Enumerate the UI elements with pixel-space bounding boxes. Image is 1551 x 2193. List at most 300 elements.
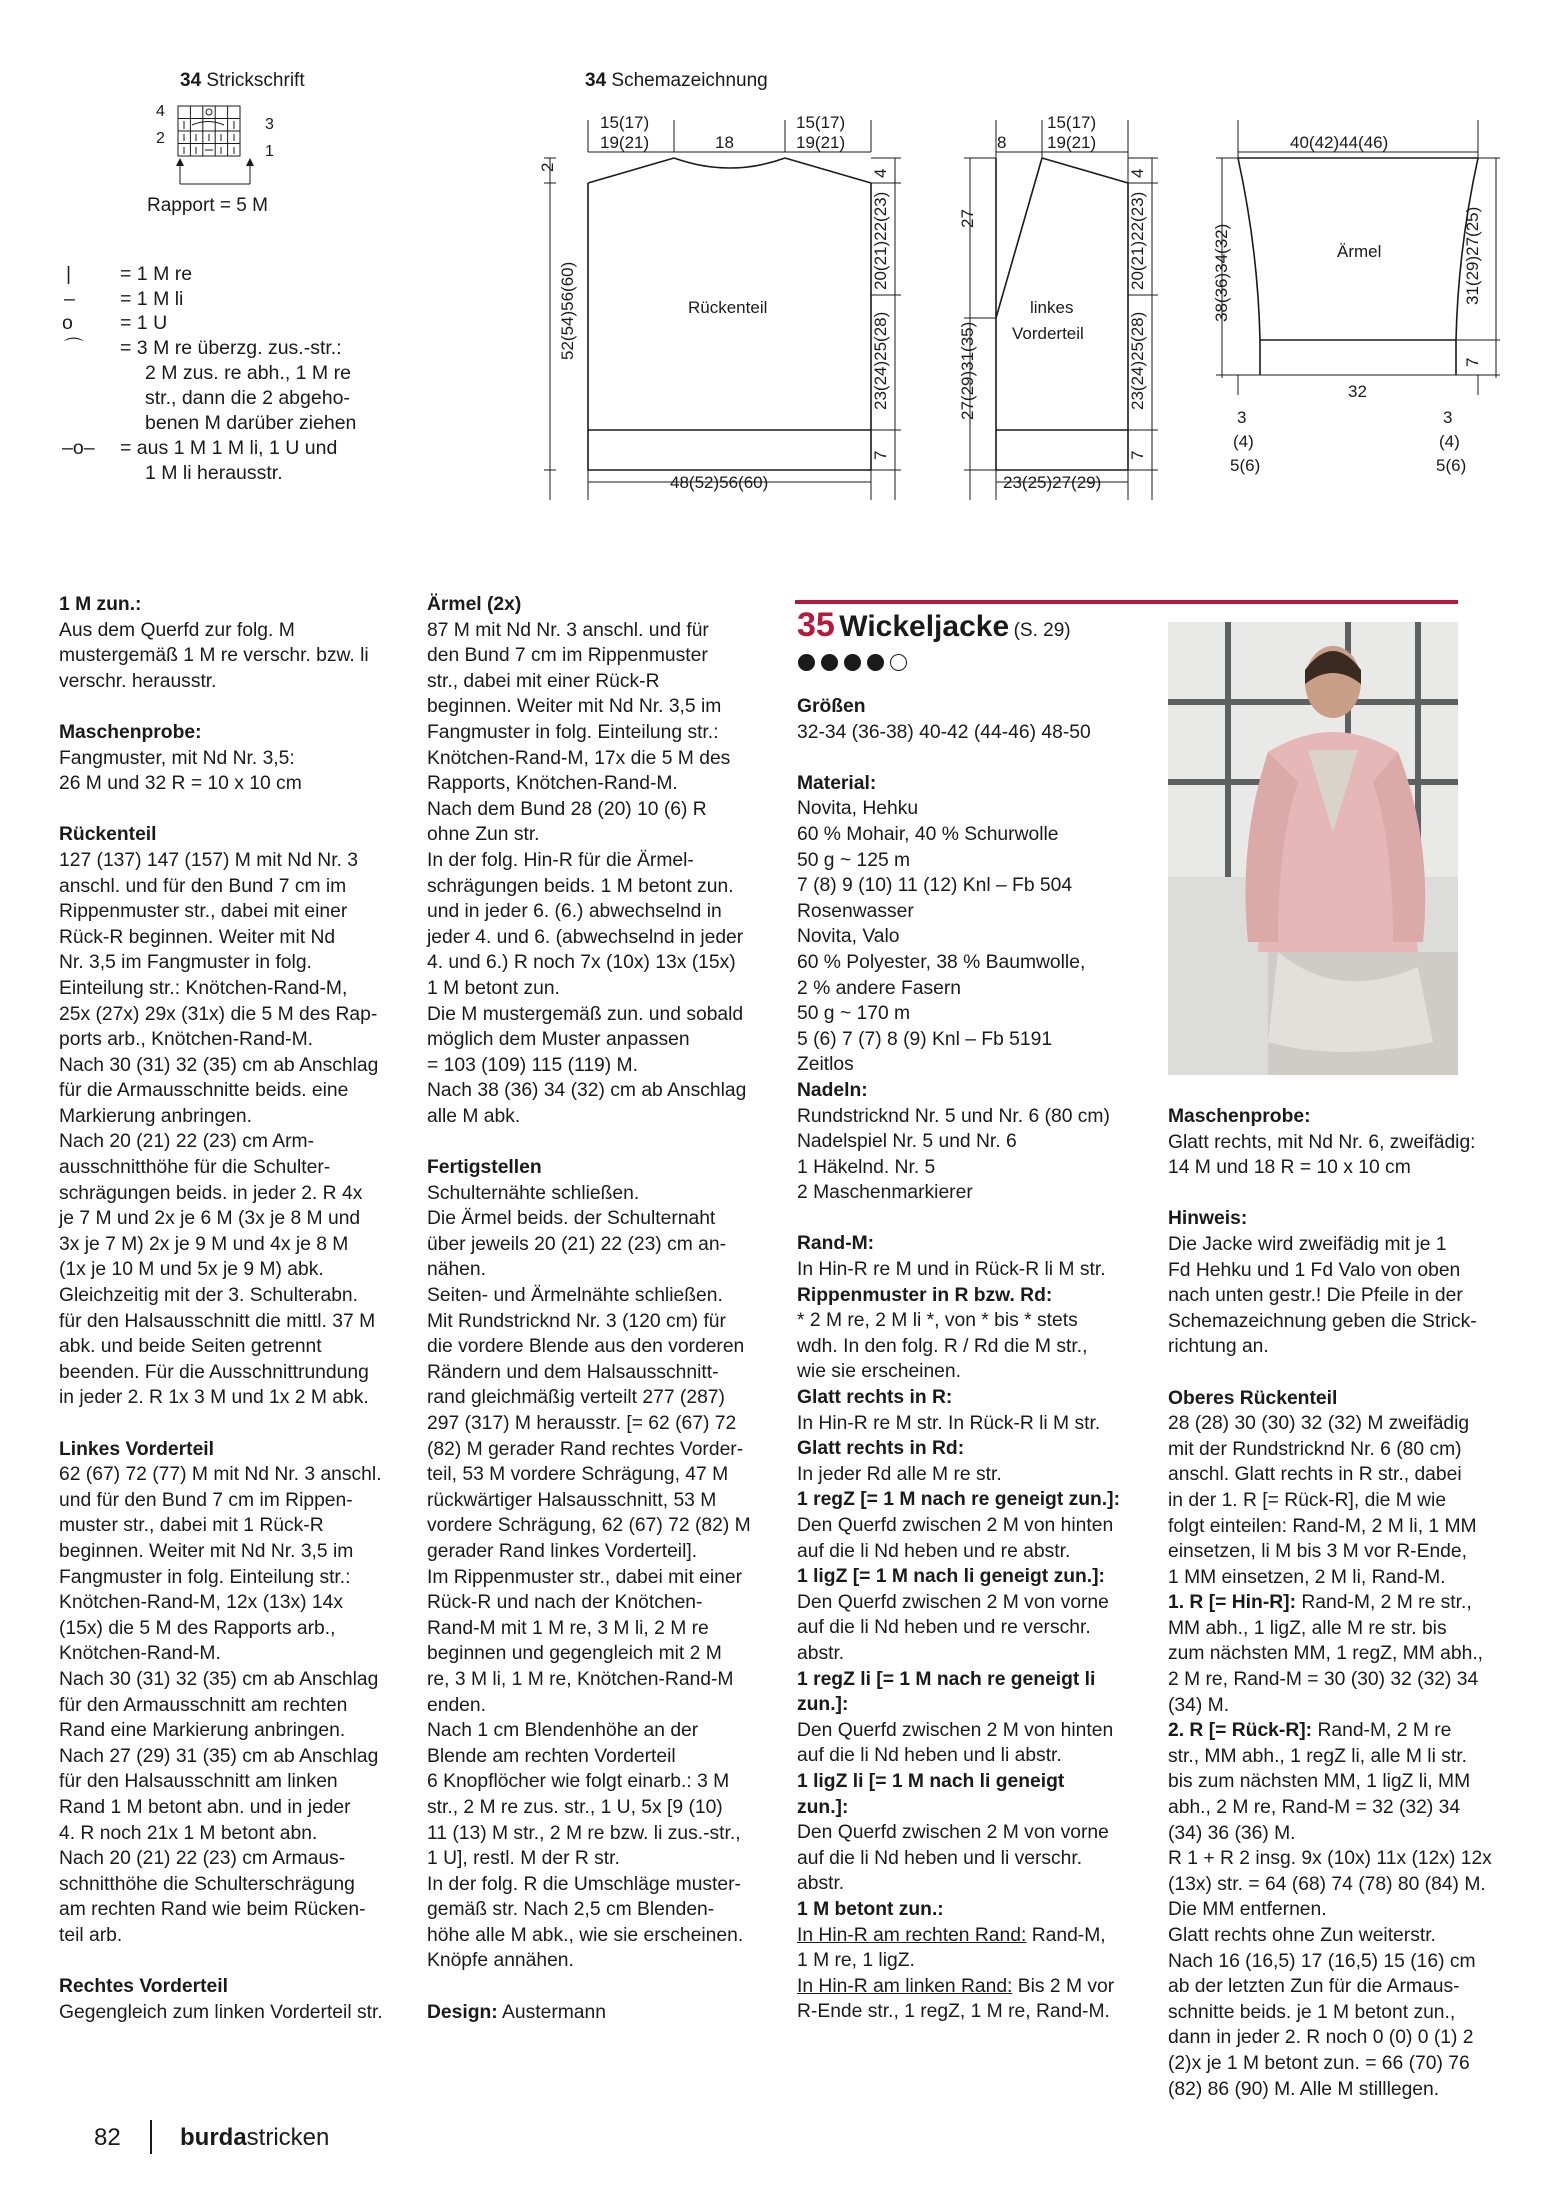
text-line — [59, 1616, 409, 1642]
text-line — [797, 1359, 1157, 1385]
column-2 — [427, 592, 777, 2025]
text-line — [427, 976, 777, 1002]
text-run: abstr. — [797, 1873, 845, 1895]
text-line — [427, 1897, 777, 1923]
front-top-left: 8 — [997, 133, 1007, 152]
text-run: 127 (137) 147 (157) M mit Nd Nr. 3 — [59, 849, 358, 871]
text-run: Oberes Rückenteil — [1168, 1387, 1338, 1409]
text-run: Rückenteil — [59, 824, 157, 846]
back-top-right-2: 19(21) — [796, 133, 846, 152]
text-run: in jeder 2. R 1x 3 M und 1x 2 M abk. — [59, 1387, 369, 1409]
text-run: zun.]: — [797, 1796, 849, 1818]
text-line — [797, 976, 1157, 1002]
brand-logo: burdastricken — [180, 2124, 330, 2151]
back-top-left-2: 19(21) — [600, 133, 650, 152]
text-line — [797, 694, 1157, 720]
article-title — [797, 606, 1071, 645]
difficulty-rating — [798, 654, 913, 672]
text-run: Nach 30 (31) 32 (35) cm ab Anschlag — [59, 1054, 379, 1076]
sleeve-bl-2: (4) — [1233, 432, 1254, 451]
spacer — [1168, 1360, 1513, 1386]
text-run: jeder 4. und 6. (abwechselnd in jeder — [427, 926, 744, 948]
text-line — [1168, 1462, 1513, 1488]
text-line — [797, 899, 1157, 925]
text-run: Knötchen-Rand-M, 17x die 5 M des — [427, 747, 731, 769]
text-line — [427, 1360, 777, 1386]
text-run: Fertigstellen — [427, 1157, 542, 1179]
text-run: teil, 53 M vordere Schrägung, 47 M — [427, 1464, 729, 1486]
text-line — [59, 1667, 409, 1693]
front-l-slope: 27 — [958, 209, 977, 228]
text-run: 7 (8) 9 (10) 11 (12) Knl – Fb 504 — [797, 875, 1073, 897]
text-run: Nach 27 (29) 31 (35) cm ab Anschlag — [59, 1745, 379, 1767]
text-run: Bis 2 M vor — [1012, 1975, 1115, 1997]
text-line — [427, 1437, 777, 1463]
text-run: 14 M und 18 R = 10 x 10 cm — [1168, 1157, 1411, 1179]
text-line — [59, 1846, 409, 1872]
text-line — [1168, 1667, 1513, 1693]
back-label: Rückenteil — [688, 298, 768, 317]
text-line — [427, 1616, 777, 1642]
text-line — [427, 874, 777, 900]
difficulty-dot-filled — [867, 654, 884, 671]
text-run: rand gleichmäßig verteilt 277 (287) — [427, 1387, 725, 1409]
article-page-ref: (S. 29) — [1013, 620, 1071, 641]
text-line — [797, 1641, 1157, 1667]
text-run: Markierung anbringen. — [59, 1105, 252, 1127]
text-run: (1x je 10 M und 5x je 9 M) abk. — [59, 1259, 324, 1281]
text-line — [797, 822, 1157, 848]
text-line — [797, 1180, 1157, 1206]
text-line — [797, 771, 1157, 797]
text-run: enden. — [427, 1694, 486, 1716]
text-run: R 1 + R 2 insg. 9x (10x) 11x (12x) 12x — [1168, 1848, 1492, 1870]
text-run: und für den Bund 7 cm im Rippen- — [59, 1489, 353, 1511]
text-run: Nr. 3,5 im Fangmuster in folg. — [59, 952, 312, 974]
text-run: 1 regZ li [= 1 M nach re geneigt li — [797, 1668, 1096, 1690]
text-line — [59, 1539, 409, 1565]
text-line — [59, 1360, 409, 1386]
text-line — [1168, 1155, 1513, 1181]
back-bottom: 48(52)56(60) — [670, 473, 769, 492]
text-run: (2)x je 1 M betont zun. = 66 (70) 76 — [1168, 2052, 1470, 2074]
text-run: 3x je 7 M) 2x je 9 M und 4x je 8 M — [59, 1233, 349, 1255]
text-line — [427, 1232, 777, 1258]
text-run: 32-34 (36-38) 40-42 (44-46) 48-50 — [797, 721, 1091, 743]
text-run: str., MM abh., 1 regZ li, alle M li str. — [1168, 1745, 1467, 1767]
sleeve-label: Ärmel — [1337, 242, 1382, 261]
text-line — [59, 1974, 409, 2000]
text-run: Knötchen-Rand-M, 12x (13x) 14x — [59, 1592, 344, 1614]
text-run: Die M mustergemäß zun. und sobald — [427, 1003, 744, 1025]
text-line — [59, 1462, 409, 1488]
text-run: (15x) die 5 M des Rapports arb., — [59, 1617, 336, 1639]
legend-text-1: = 1 M li — [120, 288, 184, 310]
front-r-arm: 20(21)22(23) — [1128, 191, 1147, 290]
text-run: gemäß str. Nach 2,5 cm Blenden- — [427, 1899, 715, 1921]
text-run: 25x (27x) 29x (31x) die 5 M des Rap- — [59, 1003, 378, 1025]
text-line — [59, 1155, 409, 1181]
text-run: Fd Hehku und 1 Fd Valo von oben — [1168, 1259, 1461, 1281]
text-line — [427, 1411, 777, 1437]
legend-text-5: str., dann die 2 abgeho- — [145, 387, 350, 409]
text-run: Seiten- und Ärmelnähte schließen. — [427, 1285, 723, 1307]
text-line — [59, 1385, 409, 1411]
text-line — [797, 1231, 1157, 1257]
text-line — [427, 1948, 777, 1974]
text-run: Nadelspiel Nr. 5 und Nr. 6 — [797, 1131, 1017, 1153]
text-line — [1168, 1514, 1513, 1540]
difficulty-dot-filled — [844, 654, 861, 671]
text-run: je 7 M und 2x je 6 M (3x je 8 M und — [59, 1208, 361, 1230]
text-line — [427, 746, 777, 772]
text-run: mit der Rundstricknd Nr. 6 (80 cm) — [1168, 1438, 1462, 1460]
text-run: höhe alle M abk., wie sie erscheinen. — [427, 1924, 744, 1946]
text-run: die vordere Blende aus den vorderen — [427, 1336, 745, 1358]
text-line — [59, 1334, 409, 1360]
text-run: str., dabei mit einer Rück-R — [427, 670, 660, 692]
spacer — [59, 1948, 409, 1974]
front-r-shoulder: 4 — [1128, 168, 1147, 178]
text-line — [1168, 1334, 1513, 1360]
text-run: Rand 1 M betont abn. und in jeder — [59, 1796, 351, 1818]
column-4 — [1168, 1104, 1513, 2102]
text-line — [797, 1462, 1157, 1488]
text-run: 4. R noch 21x 1 M betont abn. — [59, 1822, 318, 1844]
text-run: Rippenmuster in R bzw. Rd: — [797, 1284, 1053, 1306]
text-run: auf die li Nd heben und li abstr. — [797, 1745, 1062, 1767]
text-line — [59, 1027, 409, 1053]
text-line — [1168, 1309, 1513, 1335]
text-run: Schulternähte schließen. — [427, 1182, 640, 1204]
footer-divider — [150, 2120, 152, 2154]
text-run: Glatt rechts in Rd: — [797, 1438, 965, 1460]
text-line — [797, 1052, 1157, 1078]
legend-sym-0: | — [66, 263, 72, 285]
text-run: Nach 38 (36) 34 (32) cm ab Anschlag — [427, 1080, 747, 1102]
text-line — [427, 1488, 777, 1514]
text-run: über jeweils 20 (21) 22 (23) cm an- — [427, 1233, 726, 1255]
text-line — [427, 1693, 777, 1719]
text-line — [797, 1104, 1157, 1130]
text-run: abk. und beide Seiten getrennt — [59, 1336, 322, 1358]
text-line — [59, 899, 409, 925]
text-line — [427, 1590, 777, 1616]
text-line — [59, 976, 409, 1002]
text-run: Austermann — [497, 2001, 606, 2023]
text-line — [797, 1615, 1157, 1641]
text-line — [1168, 1846, 1513, 1872]
text-line — [59, 1565, 409, 1591]
text-run: (82) M gerader Rand rechtes Vorder- — [427, 1438, 744, 1460]
text-run: 2 % andere Fasern — [797, 977, 961, 999]
text-line — [1168, 1488, 1513, 1514]
text-run: 1 M zun.: — [59, 594, 142, 615]
strickschrift-title: 34 Strickschrift — [180, 70, 305, 91]
text-run: alle M abk. — [427, 1105, 521, 1127]
text-run: bis zum nächsten MM, 1 ligZ li, MM — [1168, 1771, 1471, 1793]
text-line — [797, 1129, 1157, 1155]
legend-text-8: 1 M li herausstr. — [145, 462, 283, 484]
text-line — [59, 771, 409, 797]
text-run: Rechtes Vorderteil — [59, 1976, 228, 1998]
text-run: Maschenprobe: — [59, 721, 202, 743]
spacer — [59, 1411, 409, 1437]
text-line — [797, 1513, 1157, 1539]
text-run: ohne Zun str. — [427, 824, 540, 846]
text-line — [1168, 1590, 1513, 1616]
text-run: dann in jeder 2. R noch 0 (0) 0 (1) 2 — [1168, 2027, 1474, 2049]
text-run: anschl. und für den Bund 7 cm im — [59, 875, 347, 897]
text-run: Schemazeichnung geben die Strick- — [1168, 1310, 1477, 1332]
text-run: MM abh., 1 ligZ, alle M re str. bis — [1168, 1617, 1447, 1639]
text-run: * 2 M re, 2 M li *, von * bis * stets — [797, 1310, 1078, 1332]
text-line — [59, 950, 409, 976]
text-line — [427, 1821, 777, 1847]
text-line — [59, 848, 409, 874]
text-run: (82) 86 (90) M. Alle M stilllegen. — [1168, 2078, 1440, 2100]
text-line — [59, 669, 409, 695]
text-run: Knöpfe annähen. — [427, 1950, 574, 1972]
text-line — [427, 1257, 777, 1283]
text-run: 11 (13) M str., 2 M re bzw. li zus.-str., — [427, 1822, 741, 1844]
text-run: Die Ärmel beids. der Schulternaht — [427, 1208, 716, 1230]
text-line — [1168, 1718, 1513, 1744]
text-run: Nach 1 cm Blendenhöhe an der — [427, 1720, 699, 1742]
text-line — [59, 618, 409, 644]
text-line — [59, 1181, 409, 1207]
text-run: Rand-M: — [797, 1233, 875, 1255]
text-run: Rück-R und nach der Knötchen- — [427, 1592, 703, 1614]
column-1 — [59, 592, 409, 2025]
text-run: Nach 20 (21) 22 (23) cm Armaus- — [59, 1848, 346, 1870]
text-run: In jeder Rd alle M re str. — [797, 1463, 1002, 1485]
sleeve-l-height: 38(36)34(32) — [1212, 223, 1231, 322]
text-line — [797, 1590, 1157, 1616]
text-line — [1168, 1130, 1513, 1156]
text-run: 5 (6) 7 (7) 8 (9) Knl – Fb 5191 — [797, 1028, 1053, 1050]
text-line — [797, 1257, 1157, 1283]
text-run: Den Querfd zwischen 2 M von hinten — [797, 1515, 1114, 1536]
spacer — [1168, 1181, 1513, 1207]
legend-sym-1: – — [64, 288, 75, 310]
sleeve-bl-1: 3 — [1237, 408, 1247, 427]
back-top-mid: 18 — [715, 133, 734, 152]
text-line — [427, 1565, 777, 1591]
text-run: für den Armausschnitt am rechten — [59, 1694, 348, 1716]
text-line — [59, 2000, 409, 2026]
text-run: 4. und 6.) R noch 7x (10x) 13x (15x) — [427, 952, 736, 974]
sleeve-r-bund: 7 — [1463, 357, 1482, 367]
text-run: 87 M mit Nd Nr. 3 anschl. und für — [427, 619, 709, 641]
text-line — [797, 1795, 1157, 1821]
text-line — [59, 746, 409, 772]
text-line — [59, 1232, 409, 1258]
text-run: Rand-M, — [1026, 1924, 1106, 1946]
text-line — [797, 1539, 1157, 1565]
text-run: möglich dem Muster anpassen — [427, 1029, 690, 1051]
text-line — [59, 1129, 409, 1155]
text-run: 2. R [= Rück-R]: — [1168, 1720, 1313, 1742]
text-run: Glatt rechts ohne Zun weiterstr. — [1168, 1925, 1436, 1946]
text-run: Nach 20 (21) 22 (23) cm Arm- — [59, 1131, 315, 1153]
legend-text-4: 2 M zus. re abh., 1 M re — [145, 362, 351, 384]
back-top-left-1: 15(17) — [600, 113, 650, 132]
text-run: richtung an. — [1168, 1336, 1269, 1358]
text-line — [427, 822, 777, 848]
text-run: wdh. In den folg. R / Rd die M str., — [797, 1335, 1088, 1357]
text-run: Hinweis: — [1168, 1208, 1248, 1230]
article-rule — [795, 600, 1458, 604]
text-line — [427, 1923, 777, 1949]
legend-text-7: = aus 1 M 1 M li, 1 U und — [120, 437, 338, 459]
text-run: Rundstricknd Nr. 5 und Nr. 6 (80 cm) — [797, 1105, 1110, 1127]
text-run: str., 2 M re zus. str., 1 U, 5x [9 (10) — [427, 1796, 723, 1818]
sleeve-mid: 32 — [1348, 382, 1367, 401]
text-run: Rück-R beginnen. Weiter mit Nd — [59, 926, 336, 948]
front-l-lower: 27(29)31(35) — [958, 321, 977, 420]
text-line — [427, 1744, 777, 1770]
text-line — [797, 1667, 1157, 1693]
text-line — [59, 1488, 409, 1514]
text-line — [427, 2000, 777, 2026]
text-run: zun.]: — [797, 1694, 849, 1716]
text-line — [427, 1027, 777, 1053]
text-run: Rändern und dem Halsausschnitt- — [427, 1361, 719, 1383]
text-line — [1168, 2025, 1513, 2051]
text-run: 50 g ~ 125 m — [797, 849, 911, 871]
text-line — [59, 1923, 409, 1949]
text-run: nach unten gestr.! Die Pfeile in der — [1168, 1285, 1463, 1307]
text-run: 297 (317) M herausstr. [= 62 (67) 72 — [427, 1413, 737, 1434]
text-line — [797, 1923, 1157, 1949]
text-run: Nach dem Bund 28 (20) 10 (6) R — [427, 798, 707, 820]
text-line — [797, 1334, 1157, 1360]
text-run: Glatt rechts, mit Nd Nr. 6, zweifädig: — [1168, 1131, 1476, 1153]
back-r-shoulder: 4 — [871, 168, 890, 178]
text-line — [59, 1641, 409, 1667]
text-line — [1168, 1769, 1513, 1795]
text-run: Aus dem Querfd zur folg. M — [59, 619, 295, 641]
text-line — [797, 1948, 1157, 1974]
front-top-right-2: 19(21) — [1047, 133, 1097, 152]
text-run: 1 U], restl. M der R str. — [427, 1848, 620, 1870]
text-line — [427, 1283, 777, 1309]
front-label-2: Vorderteil — [1012, 324, 1084, 343]
text-line — [427, 1846, 777, 1872]
text-line — [59, 1309, 409, 1335]
legend-text-2: = 1 U — [120, 312, 168, 334]
text-run: Rand-M, 2 M re — [1312, 1720, 1452, 1742]
text-line — [59, 1821, 409, 1847]
text-line — [427, 925, 777, 951]
text-line — [59, 1769, 409, 1795]
text-run: und in jeder 6. (6.) abwechselnd in — [427, 901, 722, 923]
text-line — [427, 669, 777, 695]
text-run: Knötchen-Rand-M. — [59, 1643, 221, 1665]
text-run: Blende am rechten Vorderteil — [427, 1745, 676, 1767]
row-label-4: 4 — [156, 103, 165, 120]
spacer — [59, 797, 409, 823]
text-run: Novita, Hehku — [797, 798, 919, 820]
text-line — [59, 1078, 409, 1104]
back-top-right-1: 15(17) — [796, 113, 846, 132]
text-line — [427, 771, 777, 797]
text-run: in der 1. R [= Rück-R], die M wie — [1168, 1489, 1447, 1511]
text-line — [59, 1693, 409, 1719]
text-line — [797, 1027, 1157, 1053]
text-run: Größen — [797, 696, 866, 717]
text-run: 1 M betont zun.: — [797, 1898, 944, 1920]
text-line — [797, 1411, 1157, 1437]
text-run: wie sie erscheinen. — [797, 1361, 961, 1383]
back-r-body: 23(24)25(28) — [871, 311, 890, 410]
text-run: schnitthöhe die Schulterschrägung — [59, 1873, 355, 1895]
text-run: 2 Maschenmarkierer — [797, 1182, 973, 1204]
row-label-1: 1 — [265, 143, 274, 160]
text-line — [59, 1897, 409, 1923]
text-run: für den Halsausschnitt am linken — [59, 1771, 338, 1793]
text-run: beginnen. Weiter mit Nd Nr. 3,5 im — [427, 696, 722, 718]
text-run: ports arb., Knötchen-Rand-M. — [59, 1029, 313, 1051]
back-left-height: 52(54)56(60) — [558, 261, 577, 360]
text-line — [59, 643, 409, 669]
difficulty-dot-empty — [890, 654, 907, 671]
text-run: 6 Knopflöcher wie folgt einarb.: 3 M — [427, 1771, 730, 1793]
text-line — [427, 1002, 777, 1028]
sleeve-r-height: 31(29)27(25) — [1463, 206, 1482, 305]
text-line — [59, 1872, 409, 1898]
sleeve-bl-3: 5(6) — [1230, 456, 1261, 475]
text-line — [59, 1795, 409, 1821]
text-line — [427, 1078, 777, 1104]
text-line — [427, 1104, 777, 1130]
text-line — [797, 1974, 1157, 2000]
text-run: abh., 2 M re, Rand-M = 32 (32) 34 — [1168, 1797, 1461, 1819]
text-run: = 103 (109) 115 (119) M. — [427, 1054, 638, 1076]
text-run: schrägungen beids. in jeder 2. R 4x — [59, 1182, 363, 1204]
column-3 — [797, 694, 1157, 2025]
text-line — [59, 1104, 409, 1130]
text-line — [1168, 1897, 1513, 1923]
text-line — [1168, 1744, 1513, 1770]
text-line — [427, 592, 777, 618]
text-run: 1 Häkelnd. Nr. 5 — [797, 1156, 936, 1178]
text-run: 1 M betont zun. — [427, 977, 560, 999]
text-run: rückwärtiger Halsausschnitt, 53 M — [427, 1489, 717, 1511]
text-line — [427, 694, 777, 720]
text-line — [427, 643, 777, 669]
text-line — [797, 1078, 1157, 1104]
text-line — [1168, 1565, 1513, 1591]
text-line — [59, 1590, 409, 1616]
text-line — [427, 950, 777, 976]
text-run: beginnen. Weiter mit Nd Nr. 3,5 im — [59, 1540, 354, 1562]
text-line — [427, 1641, 777, 1667]
back-r-arm: 20(21)22(23) — [871, 191, 890, 290]
row-label-3: 3 — [265, 116, 274, 133]
text-run: Den Querfd zwischen 2 M von vorne — [797, 1822, 1109, 1844]
text-line — [427, 899, 777, 925]
text-run: nähen. — [427, 1259, 486, 1281]
text-run: einsetzen, li M bis 3 M vor R-Ende, — [1168, 1541, 1467, 1563]
text-line — [797, 848, 1157, 874]
text-line — [1168, 1386, 1513, 1412]
text-run: 1 ligZ [= 1 M nach li geneigt zun.]: — [797, 1566, 1105, 1588]
text-run: Im Rippenmuster str., dabei mit einer — [427, 1566, 743, 1588]
text-line — [427, 1872, 777, 1898]
text-run: beginnen und gegengleich mit 2 M — [427, 1643, 722, 1665]
